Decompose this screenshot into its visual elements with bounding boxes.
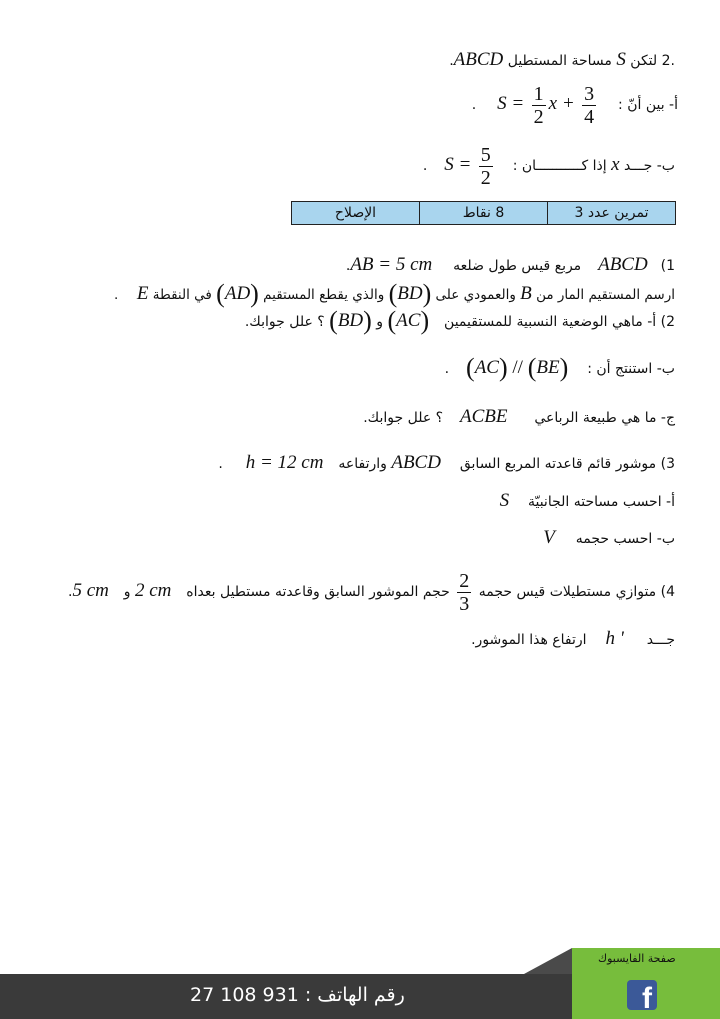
q2-part-a [472,80,678,129]
part-number: 1) [660,258,675,274]
q2-intro: .2 لتكن [630,53,675,69]
exercise-points: 8 نقاط [419,202,547,224]
p4b-end: ارتفاع هذا الموشور. [471,632,587,648]
height-value: h = 12 cm [245,452,324,473]
q2-b-dot: . [422,158,428,174]
p2a-and: و [371,314,384,330]
p2c-label: ج- ما هي طبيعة الرباعي [534,410,675,426]
q2-a-dot: . [471,97,477,113]
q2-a-formula [497,80,599,129]
facebook-label: صفحة الفايسبوك [598,952,676,965]
q2-dot: . [449,53,454,69]
p4-dot: . [68,584,73,600]
frac-den: 2 [480,166,491,189]
facebook-icon[interactable] [627,980,657,1010]
ex3-part3 [218,452,675,475]
line-bd: BD [397,283,423,304]
q2-mid: مساحة المستطيل [503,53,612,69]
construct-text-3: والذي يقطع المستقيم [258,287,385,303]
p4-mid: حجم الموشور السابق وقاعدته مستطيل بعداه [181,584,450,600]
ex3-part2b [444,353,675,382]
ex3-part2c [363,406,675,429]
frac-num: 5 [480,143,491,166]
ex3-part1 [346,254,675,277]
parallel-relation: (AC) // (BE) [466,353,569,382]
p3-mid: وارتفاعه [333,456,387,472]
frac-den: 3 [459,592,470,615]
ex3-part3b [543,527,675,550]
var-s: S [499,490,510,511]
dimension-a: 2 cm [135,580,172,601]
frac-den: 4 [584,105,595,128]
q2-b-mid: إذا كـــــــــــان : [512,158,607,174]
ex3-part4b [471,628,675,651]
q2-statement [449,49,675,72]
facebook-glyph: f [642,982,652,1010]
formula-s: S = [497,93,525,114]
q2-part-b [423,141,675,190]
q2-a-label: أ- بين أنّ : [618,97,678,113]
exercise-header-table [291,201,676,225]
construct-text-2: والعمودي على [431,287,516,303]
frac-num: 1 [533,82,544,105]
p3a-label: أ- احسب مساحته الجانبيّة [527,494,675,510]
dimension-b: 5 cm [72,580,109,601]
p4b-label: جـــد [646,632,675,648]
var-s: S [616,49,626,70]
frac-num: 2 [459,569,470,592]
construct-text-1: ارسم المستقيم المار من [531,287,675,303]
exercise-title: تمرين عدد 3 [547,202,675,224]
construct-dot: . [114,287,119,303]
line-ac: AC [474,357,499,378]
ex3-part3a [500,490,675,513]
p3b-label: ب- احسب حجمه [575,531,675,547]
exercise-correction: الإصلاح [334,205,377,221]
side-length: AB = 5 cm [350,254,433,275]
p2c-end: ؟ علل جوابك. [363,410,444,426]
var-h-prime: h ' [605,628,624,649]
line-ac: AC [396,310,421,331]
frac-den: 2 [533,105,544,128]
ex3-part2a: 2) أ- ماهي الوضعية النسبية للمستقيمين (AC) و (BD) ؟ علل جوابك. [244,306,675,335]
line-be: BE [536,357,560,378]
var-x: x [611,154,620,175]
point-b: B [520,283,532,304]
fraction-one-half [532,83,546,128]
phone-number: رقم الهاتف : 931 108 27 [190,984,405,1006]
var-v: V [543,527,555,548]
construct-text-4: في النقطة [148,287,212,303]
p3-dot: . [218,456,223,472]
p2b-label: ب- استنتج أن : [587,361,675,377]
fraction-three-quarters [582,83,596,128]
ex3-part4 [68,567,675,616]
p2a-label: 2) أ- ماهي الوضعية النسبية للمستقيمين [444,314,675,330]
ex3-p1-text: مربع قيس طول ضلعه [448,258,582,274]
fraction-two-thirds [457,570,471,615]
p2a-end: ؟ علل جوابك. [244,314,325,330]
formula-s: S = [444,154,472,175]
p3-label: 3) موشور قائم قاعدته المربع السابق [459,456,675,472]
rect-abcd: ABCD [391,452,441,473]
q2-b-label: ب- جـــد [624,158,675,174]
ex3-part1-construction: ارسم المستقيم المار من B والعمودي على (BD) والذي يقطع المستقيم (AD) في النقطة E . [114,279,675,308]
line-bd: BD [337,310,364,331]
parallel-sign: // [507,357,528,378]
point-e: E [136,283,149,304]
footer-corner-decoration [524,948,572,974]
line-ad: AD [224,283,251,304]
q2-b-formula [444,141,496,190]
rect-abcd: ABCD [598,254,648,275]
frac-num: 3 [584,82,595,105]
ex3-p1-dot: . [345,258,351,274]
p2b-dot: . [444,361,450,377]
p4-and: و [119,584,131,600]
formula-x: x + [548,93,575,114]
p4-label: 4) متوازي مستطيلات قيس حجمه [478,584,675,600]
quad-acbe: ACBE [459,406,508,427]
fraction-five-halves [479,144,493,189]
rect-abcd: ABCD [453,49,504,70]
